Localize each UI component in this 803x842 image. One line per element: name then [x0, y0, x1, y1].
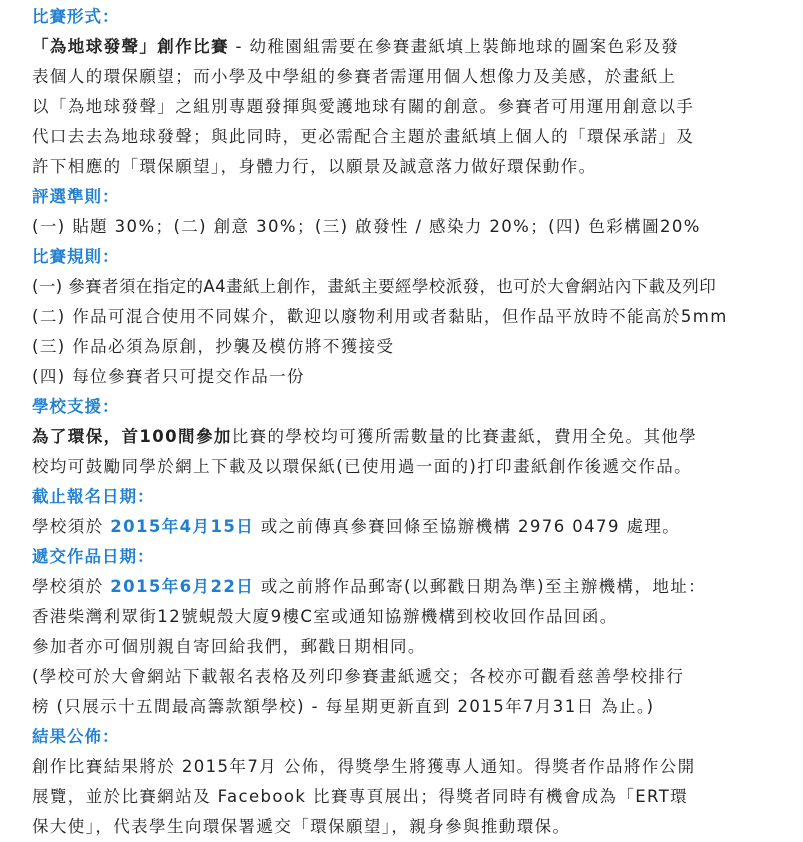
format-line-1-text: - 幼稚園組需要在參賽畫紙填上裝飾地球的圖案色彩及發	[228, 37, 680, 56]
format-line-5: 許下相應的「環保願望」，身體力行，以願景及誠意落力做好環保動作。	[32, 157, 597, 176]
support-heading: 學校支援：	[32, 397, 120, 416]
format-line-4: 代口去去為地球發聲；與此同時，更必需配合主題於畫紙填上個人的「環保承諾」及	[32, 127, 695, 146]
rule-item-3: (三) 作品必須為原創，抄襲及模仿將不獲接受	[32, 337, 395, 356]
registration-line-1	[32, 512, 771, 542]
rule-item-2: (二) 作品可混合使用不同媒介，歡迎以廢物利用或者黏貼，但作品平放時不能高於5mm	[32, 307, 728, 326]
support-line-1-text: 比賽的學校均可獲所需數量的比賽畫紙，費用全免。其他學	[231, 427, 698, 446]
competition-name: 「為地球發聲」創作比賽	[32, 37, 229, 56]
rules-heading: 比賽規則：	[32, 247, 120, 266]
submission-heading: 遞交作品日期：	[32, 547, 155, 566]
rule-item-1: (一) 參賽者須在指定的A4畫紙上創作，畫紙主要經學校派發，也可於大會網站內下載及列印	[32, 277, 717, 296]
registration-suffix: 或之前傳真參賽回條至協辦機構 2976 0479 處理。	[254, 517, 681, 536]
results-heading: 結果公佈：	[32, 727, 120, 746]
criteria-line-1: (一) 貼題 30%；(二) 創意 30%；(三) 啟發性 / 感染力 20%；(四) 色彩構圖20%	[32, 217, 701, 236]
submission-suffix: 或之前將作品郵寄(以郵戳日期為準)至主辦機構，地址：	[254, 577, 707, 596]
format-line-3: 以「為地球發聲」之組別專題發揮與愛護地球有關的創意。參賽者可用運用創意以手	[32, 97, 695, 116]
submission-line-2: 香港柴灣利眾街12號蜆殼大廈9樓C室或通知協辦機構到校收回作品回函。	[32, 607, 618, 626]
submission-line-4: (學校可於大會網站下載報名表格及列印參賽畫紙遞交；各校亦可觀看慈善學校排行	[32, 667, 685, 686]
submission-line-1	[32, 572, 771, 602]
support-line-2: 校均可鼓勵同學於網上下載及以環保紙(已使用過一面的)打印畫紙創作後遞交作品。	[32, 457, 693, 476]
registration-heading: 截止報名日期：	[32, 487, 155, 506]
submission-line-3: 參加者亦可個別親自寄回給我們，郵戳日期相同。	[32, 637, 426, 656]
submission-line-5: 榜 (只展示十五間最高籌款額學校) - 每星期更新直到 2015年7月31日 為止。)	[32, 697, 655, 716]
format-line-2: 表個人的環保願望；而小學及中學組的參賽者需運用個人想像力及美感，於畫紙上	[32, 67, 677, 86]
submission-deadline: 2015年6月22日	[110, 577, 255, 596]
support-highlight: 為了環保，首100間參加	[32, 427, 232, 446]
criteria-heading: 評選準則：	[32, 187, 120, 206]
results-line-1: 創作比賽結果將於 2015年7月 公佈，得獎學生將獲專人通知。得獎者作品將作公開	[32, 757, 696, 776]
registration-prefix: 學校須於	[32, 517, 111, 536]
rule-item-4: (四) 每位參賽者只可提交作品一份	[32, 367, 305, 386]
registration-deadline: 2015年4月15日	[110, 517, 255, 536]
format-line-1	[32, 32, 771, 62]
submission-prefix: 學校須於	[32, 577, 111, 596]
results-line-3: 保大使」，代表學生向環保署遞交「環保願望」，親身參與推動環保。	[32, 817, 571, 836]
support-line-1	[32, 422, 771, 452]
results-line-2: 展覽，並於比賽網站及 Facebook 比賽專頁展出；得獎者同時有機會成為「ERT環	[32, 787, 689, 806]
format-heading: 比賽形式：	[32, 7, 120, 26]
